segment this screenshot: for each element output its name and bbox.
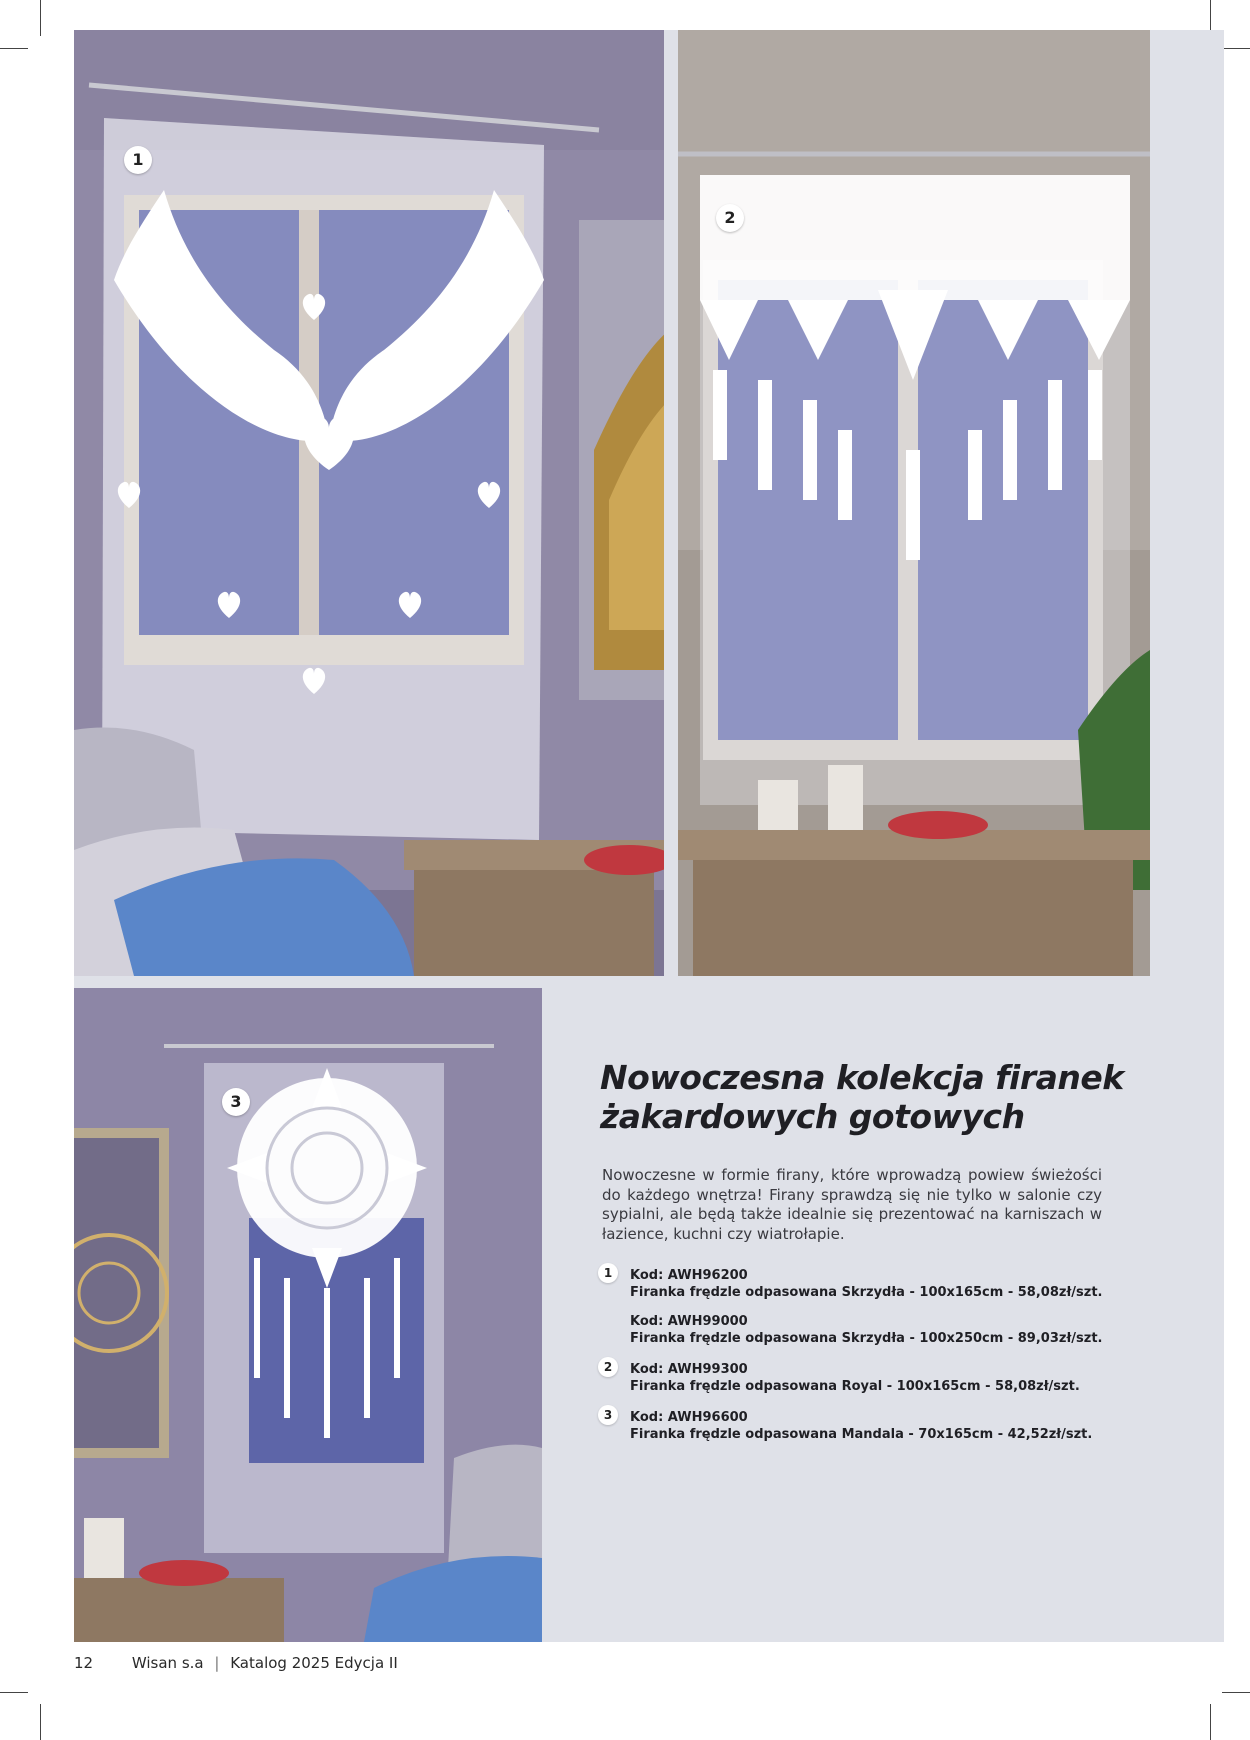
photo-number-badge: 3 [222, 1088, 250, 1116]
product-list [598, 1268, 1158, 1458]
section-heading [600, 1058, 1160, 1136]
product-description: Firanka frędzle odpasowana Skrzydła - 100x250cm - 89,03zł/szt. [630, 1330, 1103, 1346]
product-description: Firanka frędzle odpasowana Skrzydła - 100x165cm - 58,08zł/szt. [630, 1284, 1103, 1300]
product-photo-wings [74, 30, 664, 976]
product-code: Kod: AWH96600 [630, 1410, 748, 1425]
photo-number-badge: 2 [716, 204, 744, 232]
product-photo-mandala [74, 988, 542, 1642]
catalog-name: Katalog 2025 Edycja II [230, 1654, 398, 1672]
product-group-number: 1 [598, 1263, 618, 1283]
product-code: Kod: AWH96200 [630, 1268, 748, 1283]
product-group [598, 1268, 1158, 1347]
crop-mark [0, 48, 28, 49]
product-code: Kod: AWH99000 [630, 1314, 748, 1329]
product-item [630, 1362, 1158, 1395]
product-group [598, 1410, 1158, 1443]
intro-paragraph: Nowoczesne w formie firany, które wprowadzą powiew świeżości do każdego wnętrza! Firany sprawdzą się nie tylko w salonie czy sypialni, ale będą także idealnie się prezentować na karniszach w łazience, kuchni czy wiatrołapie. [602, 1166, 1102, 1243]
crop-mark [0, 1692, 28, 1693]
crop-mark [1222, 1692, 1250, 1693]
company-name: Wisan s.a [131, 1654, 204, 1672]
product-group [598, 1362, 1158, 1395]
heading-line-2: żakardowych gotowych [600, 1097, 1025, 1136]
footer-separator: | [214, 1654, 220, 1672]
crop-mark [1222, 48, 1250, 49]
product-item [630, 1410, 1158, 1443]
crop-mark [1210, 1704, 1211, 1740]
crop-mark [40, 0, 41, 36]
photo-number-badge: 1 [124, 146, 152, 174]
product-item [630, 1314, 1158, 1347]
product-code: Kod: AWH99300 [630, 1362, 748, 1377]
heading-line-1: Nowoczesna kolekcja firanek [600, 1058, 1124, 1097]
product-item [630, 1268, 1158, 1301]
page-footer [74, 1654, 398, 1672]
product-description: Firanka frędzle odpasowana Mandala - 70x165cm - 42,52zł/szt. [630, 1426, 1093, 1442]
product-group-number: 2 [598, 1357, 618, 1377]
product-description: Firanka frędzle odpasowana Royal - 100x165cm - 58,08zł/szt. [630, 1378, 1080, 1394]
product-group-number: 3 [598, 1405, 618, 1425]
product-photo-royal [678, 30, 1150, 976]
crop-mark [40, 1704, 41, 1740]
page-number: 12 [74, 1654, 94, 1672]
